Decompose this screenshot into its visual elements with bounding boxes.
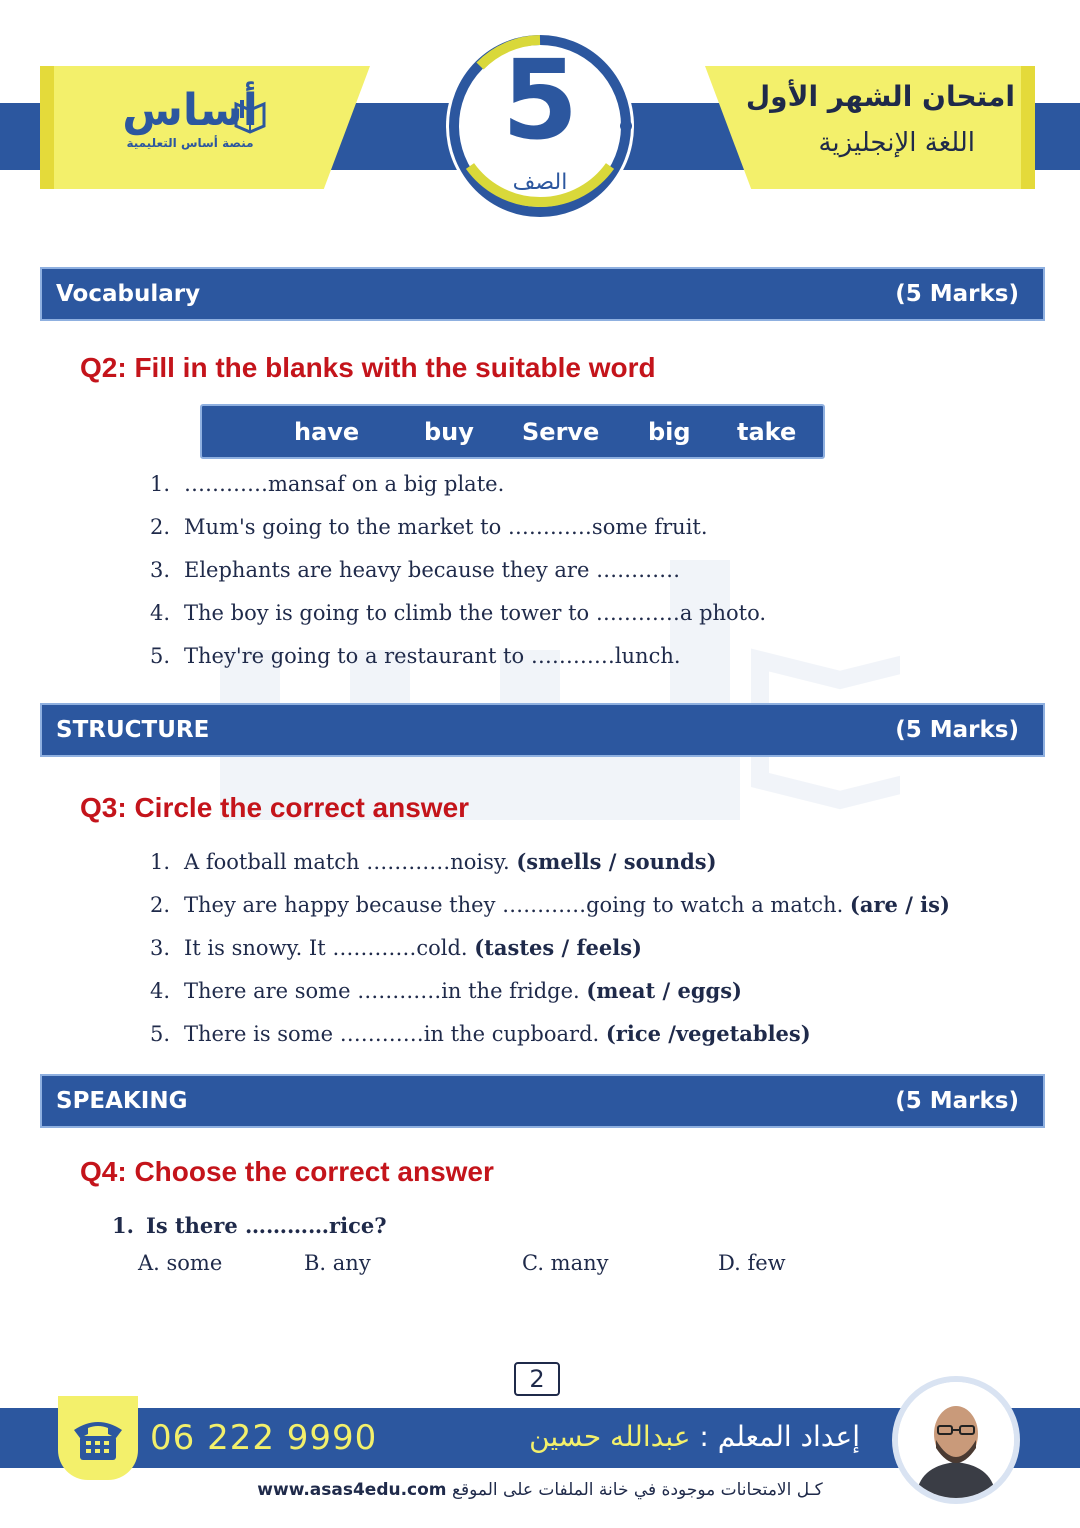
avatar bbox=[892, 1376, 1020, 1504]
list-item: 2. Mum's going to the market to …………some fruit. bbox=[150, 515, 708, 539]
brand-name: أساس bbox=[122, 85, 258, 136]
exam-title: امتحان الشهر الأول bbox=[745, 80, 1015, 113]
section-title: Vocabulary bbox=[56, 281, 201, 307]
phone-number: 06 222 9990 bbox=[150, 1418, 378, 1458]
word-bank-item: buy bbox=[424, 418, 474, 446]
section-marks: (5 Marks) bbox=[895, 281, 1019, 307]
list-item: 2. They are happy because they …………going to watch a match. (are / is) bbox=[150, 892, 950, 917]
word-bank-item: have bbox=[294, 418, 360, 446]
grade-label: الصف bbox=[512, 170, 568, 195]
book-icon bbox=[232, 96, 268, 136]
teacher-photo bbox=[898, 1382, 1014, 1498]
list-item: 1. A football match …………noisy. (smells / sounds) bbox=[150, 849, 717, 874]
section-title: STRUCTURE bbox=[56, 717, 210, 743]
telephone-icon bbox=[58, 1396, 138, 1480]
list-item: 3. Elephants are heavy because they are ………… bbox=[150, 558, 681, 582]
logo-panel-edge bbox=[40, 66, 54, 189]
question-heading-q2: Q2: Fill in the blanks with the suitable word bbox=[80, 352, 656, 383]
list-item: 4. There are some …………in the fridge. (meat / eggs) bbox=[150, 978, 742, 1003]
answer-option: C. many bbox=[522, 1251, 609, 1275]
teacher-name: عبدالله حسين bbox=[529, 1420, 691, 1453]
section-marks: (5 Marks) bbox=[895, 1088, 1019, 1114]
word-bank-item: Serve bbox=[522, 418, 600, 446]
answer-option: B. any bbox=[304, 1251, 371, 1275]
section-title: SPEAKING bbox=[56, 1088, 188, 1114]
answer-option: D. few bbox=[718, 1251, 786, 1275]
list-item: 1. …………mansaf on a big plate. bbox=[150, 472, 505, 496]
footer-note: www.asas4edu.com كـل الامتحانات موجودة في خانة الملفات على الموقع bbox=[257, 1480, 823, 1500]
list-item: 5. There is some …………in the cupboard. (rice /vegetables) bbox=[150, 1021, 811, 1046]
section-bar-vocabulary bbox=[40, 267, 1045, 321]
word-bank-item: take bbox=[737, 418, 797, 446]
list-item: 3. It is snowy. It …………cold. (tastes / feels) bbox=[150, 935, 642, 960]
question-heading-q4: Q4: Choose the correct answer bbox=[80, 1156, 494, 1187]
subject-title: اللغة الإنجليزية bbox=[818, 128, 975, 158]
list-item: 5. They're going to a restaurant to …………lunch. bbox=[150, 644, 681, 668]
word-bank-item: big bbox=[648, 418, 691, 446]
question-heading-q3: Q3: Circle the correct answer bbox=[80, 792, 470, 823]
section-marks: (5 Marks) bbox=[895, 717, 1019, 743]
website-link[interactable]: www.asas4edu.com bbox=[257, 1480, 447, 1500]
list-item: 4. The boy is going to climb the tower to …………a photo. bbox=[150, 601, 767, 625]
word-bank bbox=[200, 404, 825, 459]
list-item: 1. Is there …………rice? bbox=[112, 1213, 387, 1238]
title-panel-edge bbox=[1021, 66, 1035, 189]
teacher-credit: إعداد المعلم : عبدالله حسين bbox=[529, 1420, 860, 1453]
page-number: 2 bbox=[514, 1362, 560, 1396]
brand-subtitle: منصة أساس التعليمية bbox=[126, 136, 254, 150]
phone-tab bbox=[58, 1396, 138, 1480]
answer-option: A. some bbox=[138, 1251, 223, 1275]
grade-number: 5 bbox=[501, 36, 579, 164]
section-bar-structure bbox=[40, 703, 1045, 757]
section-bar-speaking bbox=[40, 1074, 1045, 1128]
